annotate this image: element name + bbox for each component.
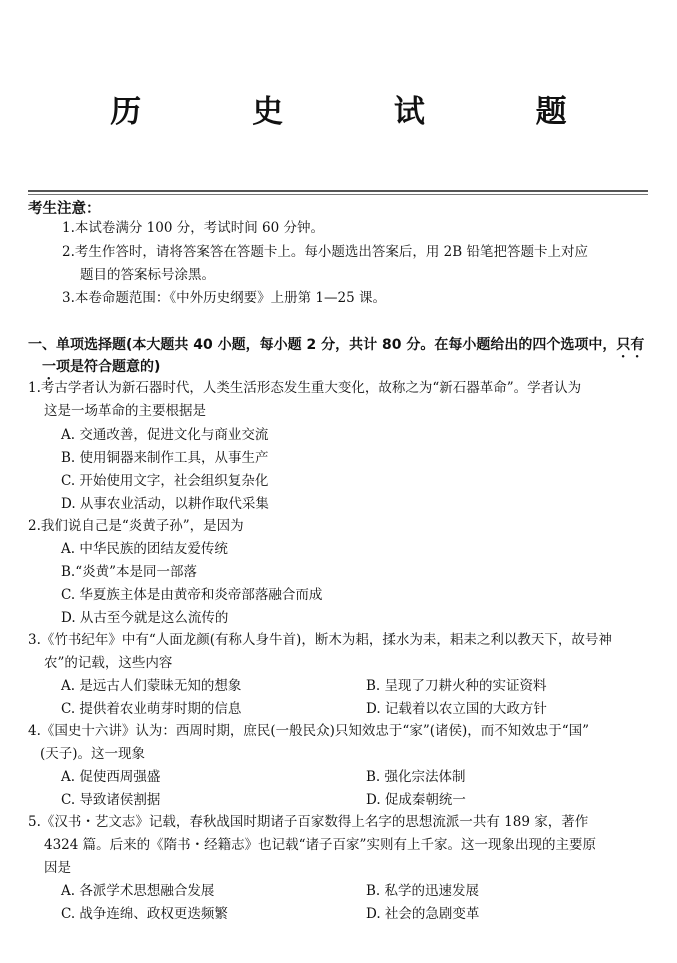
question-1-option-c: C. 开始使用文字，社会组织复杂化 bbox=[61, 473, 269, 489]
question-3-option-d: D. 记载着以农立国的大政方针 bbox=[366, 701, 547, 717]
header-rule-thick bbox=[28, 190, 648, 192]
question-2-option-c: C. 华夏族主体是由黄帝和炎帝部落融合而成 bbox=[61, 587, 323, 603]
question-4-option-a: A. 促使西周强盛 bbox=[61, 769, 161, 785]
notice-item: 3.本卷命题范围：《中外历史纲要》上册第 1—25 课。 bbox=[62, 290, 386, 306]
section-heading-emphasis: 一 bbox=[42, 359, 56, 375]
question-3-stem: 农”的记载，这些内容 bbox=[44, 655, 173, 671]
question-5-stem: 4324 篇。后来的《隋书・经籍志》也记载“诸子百家”实则有上千家。这一现象出现的主要原 bbox=[44, 837, 596, 853]
notice-item: 1.本试卷满分 100 分，考试时间 60 分钟。 bbox=[62, 220, 324, 236]
question-4-option-b: B. 强化宗法体制 bbox=[366, 769, 466, 785]
question-4-stem: (天子)。这一现象 bbox=[40, 746, 146, 762]
notice-item: 2.考生作答时，请将答案答在答题卡上。每小题选出答案后，用 2B 铅笔把答题卡上对应 bbox=[62, 244, 588, 260]
question-2-stem: 2.我们说自己是“炎黄子孙”，是因为 bbox=[28, 518, 244, 534]
section-heading-text: 项是符合题意的) bbox=[56, 359, 161, 375]
question-3-option-a: A. 是远古人们蒙昧无知的想象 bbox=[61, 678, 242, 694]
section-heading-emphasis: 只有 bbox=[616, 337, 645, 353]
page-title: 历 史 试 题 bbox=[110, 94, 617, 130]
question-5-option-b: B. 私学的迅速发展 bbox=[366, 883, 480, 899]
question-2-option-a: A. 中华民族的团结友爱传统 bbox=[61, 541, 228, 557]
question-1-option-a: A. 交通改善，促进文化与商业交流 bbox=[61, 427, 269, 443]
section-heading-text: 一、单项选择题(本大题共 40 小题，每小题 2 分，共计 80 分。在每小题给出的四个选项中， bbox=[28, 337, 617, 353]
question-5-option-a: A. 各派学术思想融合发展 bbox=[61, 883, 215, 899]
question-2-option-d: D. 从古至今就是这么流传的 bbox=[61, 610, 229, 626]
question-5-option-c: C. 战争连绵、政权更迭频繁 bbox=[61, 906, 228, 922]
question-2-option-b: B.“炎黄”本是同一部落 bbox=[61, 564, 198, 580]
question-1-option-b: B. 使用铜器来制作工具，从事生产 bbox=[61, 450, 269, 466]
question-3-option-b: B. 呈现了刀耕火种的实证资料 bbox=[366, 678, 547, 694]
section-heading bbox=[28, 337, 644, 361]
question-1-stem: 1.考古学者认为新石器时代，人类生活形态发生重大变化，故称之为“新石器革命”。学者认为 bbox=[28, 380, 582, 396]
question-4-option-c: C. 导致诸侯割据 bbox=[61, 792, 161, 808]
question-1-stem: 这是一场革命的主要根据是 bbox=[44, 403, 206, 419]
notice-item: 题目的答案标号涂黑。 bbox=[80, 267, 215, 283]
notice-heading: 考生注意： bbox=[28, 201, 101, 217]
header-rule-thin bbox=[28, 194, 648, 195]
question-5-option-d: D. 社会的急剧变革 bbox=[366, 906, 480, 922]
question-4-option-d: D. 促成秦朝统一 bbox=[366, 792, 466, 808]
question-1-option-d: D. 从事农业活动，以耕作取代采集 bbox=[61, 496, 269, 512]
question-5-stem: 5.《汉书・艺文志》记载，春秋战国时期诸子百家数得上名字的思想流派一共有 189 家，著作 bbox=[28, 814, 589, 830]
question-4-stem: 4.《国史十六讲》认为：西周时期，庶民(一般民众)只知效忠于“家”(诸侯)，而不知效忠于“国” bbox=[28, 723, 590, 739]
question-3-stem: 3.《竹书纪年》中有“人面龙颜(有称人身牛首)，断木为耜，揉水为耒，耜耒之利以教天下，故号神 bbox=[28, 632, 612, 648]
question-5-stem: 因是 bbox=[44, 860, 71, 876]
question-3-option-c: C. 提供着农业萌芽时期的信息 bbox=[61, 701, 242, 717]
